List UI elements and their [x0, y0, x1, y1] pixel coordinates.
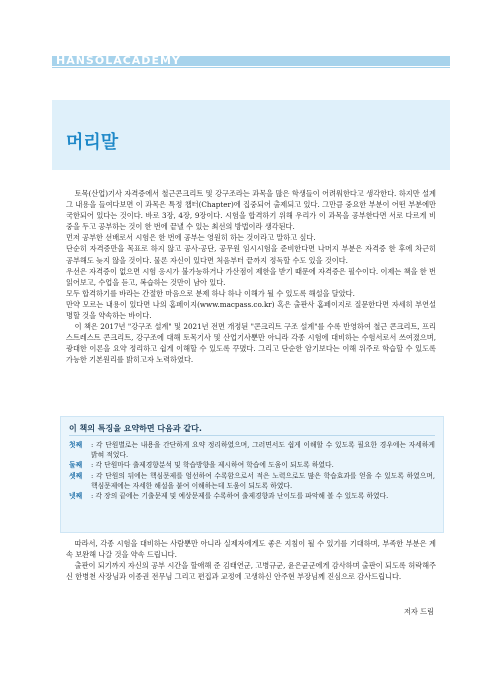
summary-item-text: : 각 장의 끝에는 기출문제 및 예상문제를 수록하여 출제경향과 난이도를 파악해 볼 수 있도록 하였다.	[91, 492, 389, 501]
page-title: 머리말	[66, 132, 119, 153]
body-paragraph: 단순히 자격증만을 목표로 하지 않고 공사·공단, 공무원 임시시험을 준비한다면 나머지 부분은 자격증 한 후에 차근히 공부해도 늦지 않을 것이다. 물론 자신이 있다면 처음부터 끝까지 정독할 수도 있을 것이다.	[66, 244, 436, 265]
summary-item-text: : 각 단원마다 출제경향분석 및 학습방향을 제시하여 학습에 도움이 되도록 하였다.	[91, 461, 334, 470]
header-rule	[52, 67, 450, 68]
summary-list	[69, 440, 435, 501]
body-paragraph: 토목(산업)기사 자격증에서 철근콘크리트 및 강구조라는 과목을 많은 학생들이 어려워한다고 생각한다. 하지만 설계 그 내용을 들여다보면 이 과목은 특정 챕터(Chapter)에 집중되어 출제되고 있다. 그만큼 중요한 부분이 어떤 부분에만 국한되어 있다는 것이다. 바로 3장, 4장, 9장이다. 시험을 합격하기 위해 우리가 이 과목을 공부한다면 서로 다르게 비중을 두고 공부하는 것이 한 번에 끝낼 수 있는 최선의 방법이라 생각된다.	[66, 189, 436, 232]
summary-title: 이 책의 특징을 요약하면 다음과 같다.	[69, 424, 202, 433]
summary-item-label: 셋째	[69, 471, 83, 480]
closing-paragraph: 출판이 되기까지 자신의 공부 시간을 할애해 준 김태연군, 고병규군, 윤은균군에게 감사하며 출판이 되도록 허락해주신 한병천 사장님과 이종권 전무님 그리고 편집과 교정에 고생하신 안주현 부장님께 진심으로 감사드립니다.	[66, 561, 436, 582]
summary-item-text: : 각 단원의 뒤에는 핵심문제를 엄선하여 수록함으로서 적은 노력으로도 많은 학습효과를 얻을 수 있도록 하였으며, 핵심문제에는 자세한 해설을 붙여 이해하는데 도움이 되도록 하였다.	[91, 471, 435, 490]
signature: 저자 드림	[403, 607, 434, 616]
summary-divider	[69, 435, 435, 436]
body-paragraph: 먼저 공부한 선배로서 시험은 한 번에 공부는 영원히 하는 것이라고 말하고 싶다.	[66, 233, 316, 243]
closing-text	[66, 538, 436, 582]
body-paragraph: 이 책은 2017년 "강구조 설계" 및 2021년 전면 개정된 "콘크리트 구조 설계"를 수록 반영하여 철근 콘크리트, 프리스트레스트 콘크리트, 강구조에 대해 토목기사 및 산업기사뿐만 아니라 각종 시험에 대비하는 수험서로서 쓰여졌으며, 광대한 이론을 요약 정리하고 쉽게 이해할 수 있도록 꾸몄다. 그리고 단순한 암기보다는 이해 위주로 학습할 수 있도록 가능한 기본원리를 밝히고자 노력하였다.	[66, 322, 436, 365]
summary-box	[60, 416, 444, 533]
closing-paragraph: 따라서, 각종 시험을 대비하는 사람뿐만 아니라 실제자에게도 좋은 지침이 될 수 있기를 기대하며, 부족한 부분은 계속 보완해 나갈 것을 약속 드립니다.	[66, 539, 436, 560]
summary-item-label: 첫째	[69, 441, 83, 449]
summary-item-label: 둘째	[69, 461, 83, 470]
summary-item-label: 넷째	[69, 492, 83, 501]
body-paragraph: 모두 합격하기를 바라는 간절한 마음으로 분제 하나 하나 이해가 될 수 있도록 해설을 달았다.	[66, 288, 355, 298]
summary-item-text: : 각 단원별로는 내용을 간단하게 요약 정리하였으며, 그러면서도 쉽게 이해할 수 있도록 필요한 경우에는 자세하게 밝혀 적었다.	[91, 441, 435, 460]
body-paragraph: 우선은 자격증이 없으면 시험 응시가 불가능하거나 가산점이 제한을 받기 때문에 자격증은 필수이다. 이제는 책을 한 번 읽어보고, 수업을 듣고, 복습하는 것만이 남아 있다.	[66, 266, 436, 287]
summary-item	[69, 460, 435, 470]
summary-item	[69, 491, 435, 501]
body-paragraph: 만약 모르는 내용이 있다면 나의 홈페이지(www.macpass.co.kr) 혹은 출판사 홈페이지로 질문한다면 자세히 부연설명할 것을 약속하는 바이다.	[66, 299, 436, 321]
summary-item	[69, 471, 435, 491]
body-text	[66, 188, 436, 366]
summary-item	[69, 440, 435, 460]
header-label: HANSOLACADEMY	[56, 54, 181, 67]
